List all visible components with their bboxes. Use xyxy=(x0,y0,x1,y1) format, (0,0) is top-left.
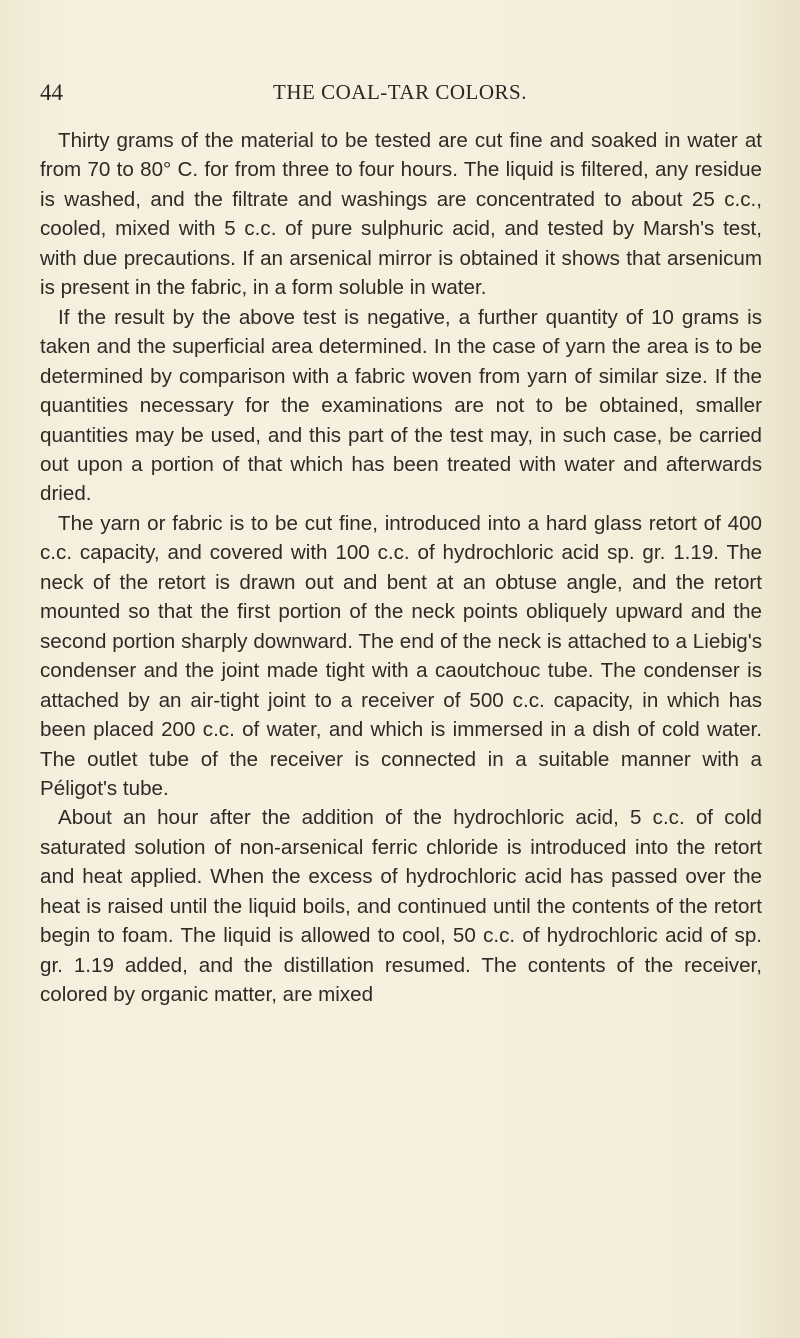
paragraph-2: If the result by the above test is negative, a further quantity of 10 grams is taken and the superficial area determined. In the case of yarn the area is to be determined by comparison with a fabric woven from yarn of similar size. If the quantities necessary for the examinations are not to be obtained, smaller quantities may be used, and this part of the test may, in such case, be carried out upon a portion of that which has been treated with water and afterwards dried. xyxy=(40,305,762,506)
page-number: 44 xyxy=(40,80,63,105)
body-text xyxy=(40,126,762,1010)
running-head: THE COAL-TAR COLORS. xyxy=(273,80,527,104)
paragraph-4: About an hour after the addition of the hydrochloric acid, 5 c.c. of cold saturated solution of non-arsenical ferric chloride is introduced into the retort and heat applied. When the excess of hydrochloric acid has passed over the heat is raised until the liquid boils, and continued until the contents of the retort begin to foam. The liquid is allowed to cool, 50 c.c. of hydrochloric acid of sp. gr. 1.19 added, and the distillation resumed. The contents of the receiver, colored by organic matter, are mixed xyxy=(40,806,762,1007)
page-header xyxy=(40,80,760,110)
paragraph-1: Thirty grams of the material to be tested are cut fine and soaked in water at from 70 to 80° C. for from three to four hours. The liquid is filtered, any residue is washed, and the filtrate and washings are concentrated to about 25 c.c., cooled, mixed with 5 c.c. of pure sulphuric acid, and tested by Marsh's test, with due precautions. If an arsenical mirror is obtained it shows that arsenicum is present in the fabric, in a form soluble in water. xyxy=(40,129,762,300)
paragraph-3: The yarn or fabric is to be cut fine, introduced into a hard glass retort of 400 c.c. capacity, and covered with 100 c.c. of hydrochloric acid sp. gr. 1.19. The neck of the retort is drawn out and bent at an obtuse angle, and the retort mounted so that the first portion of the neck points obliquely upward and the second portion sharply downward. The end of the neck is attached to a Liebig's condenser and the joint made tight with a caoutchouc tube. The condenser is attached by an air-tight joint to a receiver of 500 c.c. capacity, in which has been placed 200 c.c. of water, and which is immersed in a dish of cold water. The outlet tube of the receiver is connected in a suitable manner with a Péligot's tube. xyxy=(40,511,762,800)
